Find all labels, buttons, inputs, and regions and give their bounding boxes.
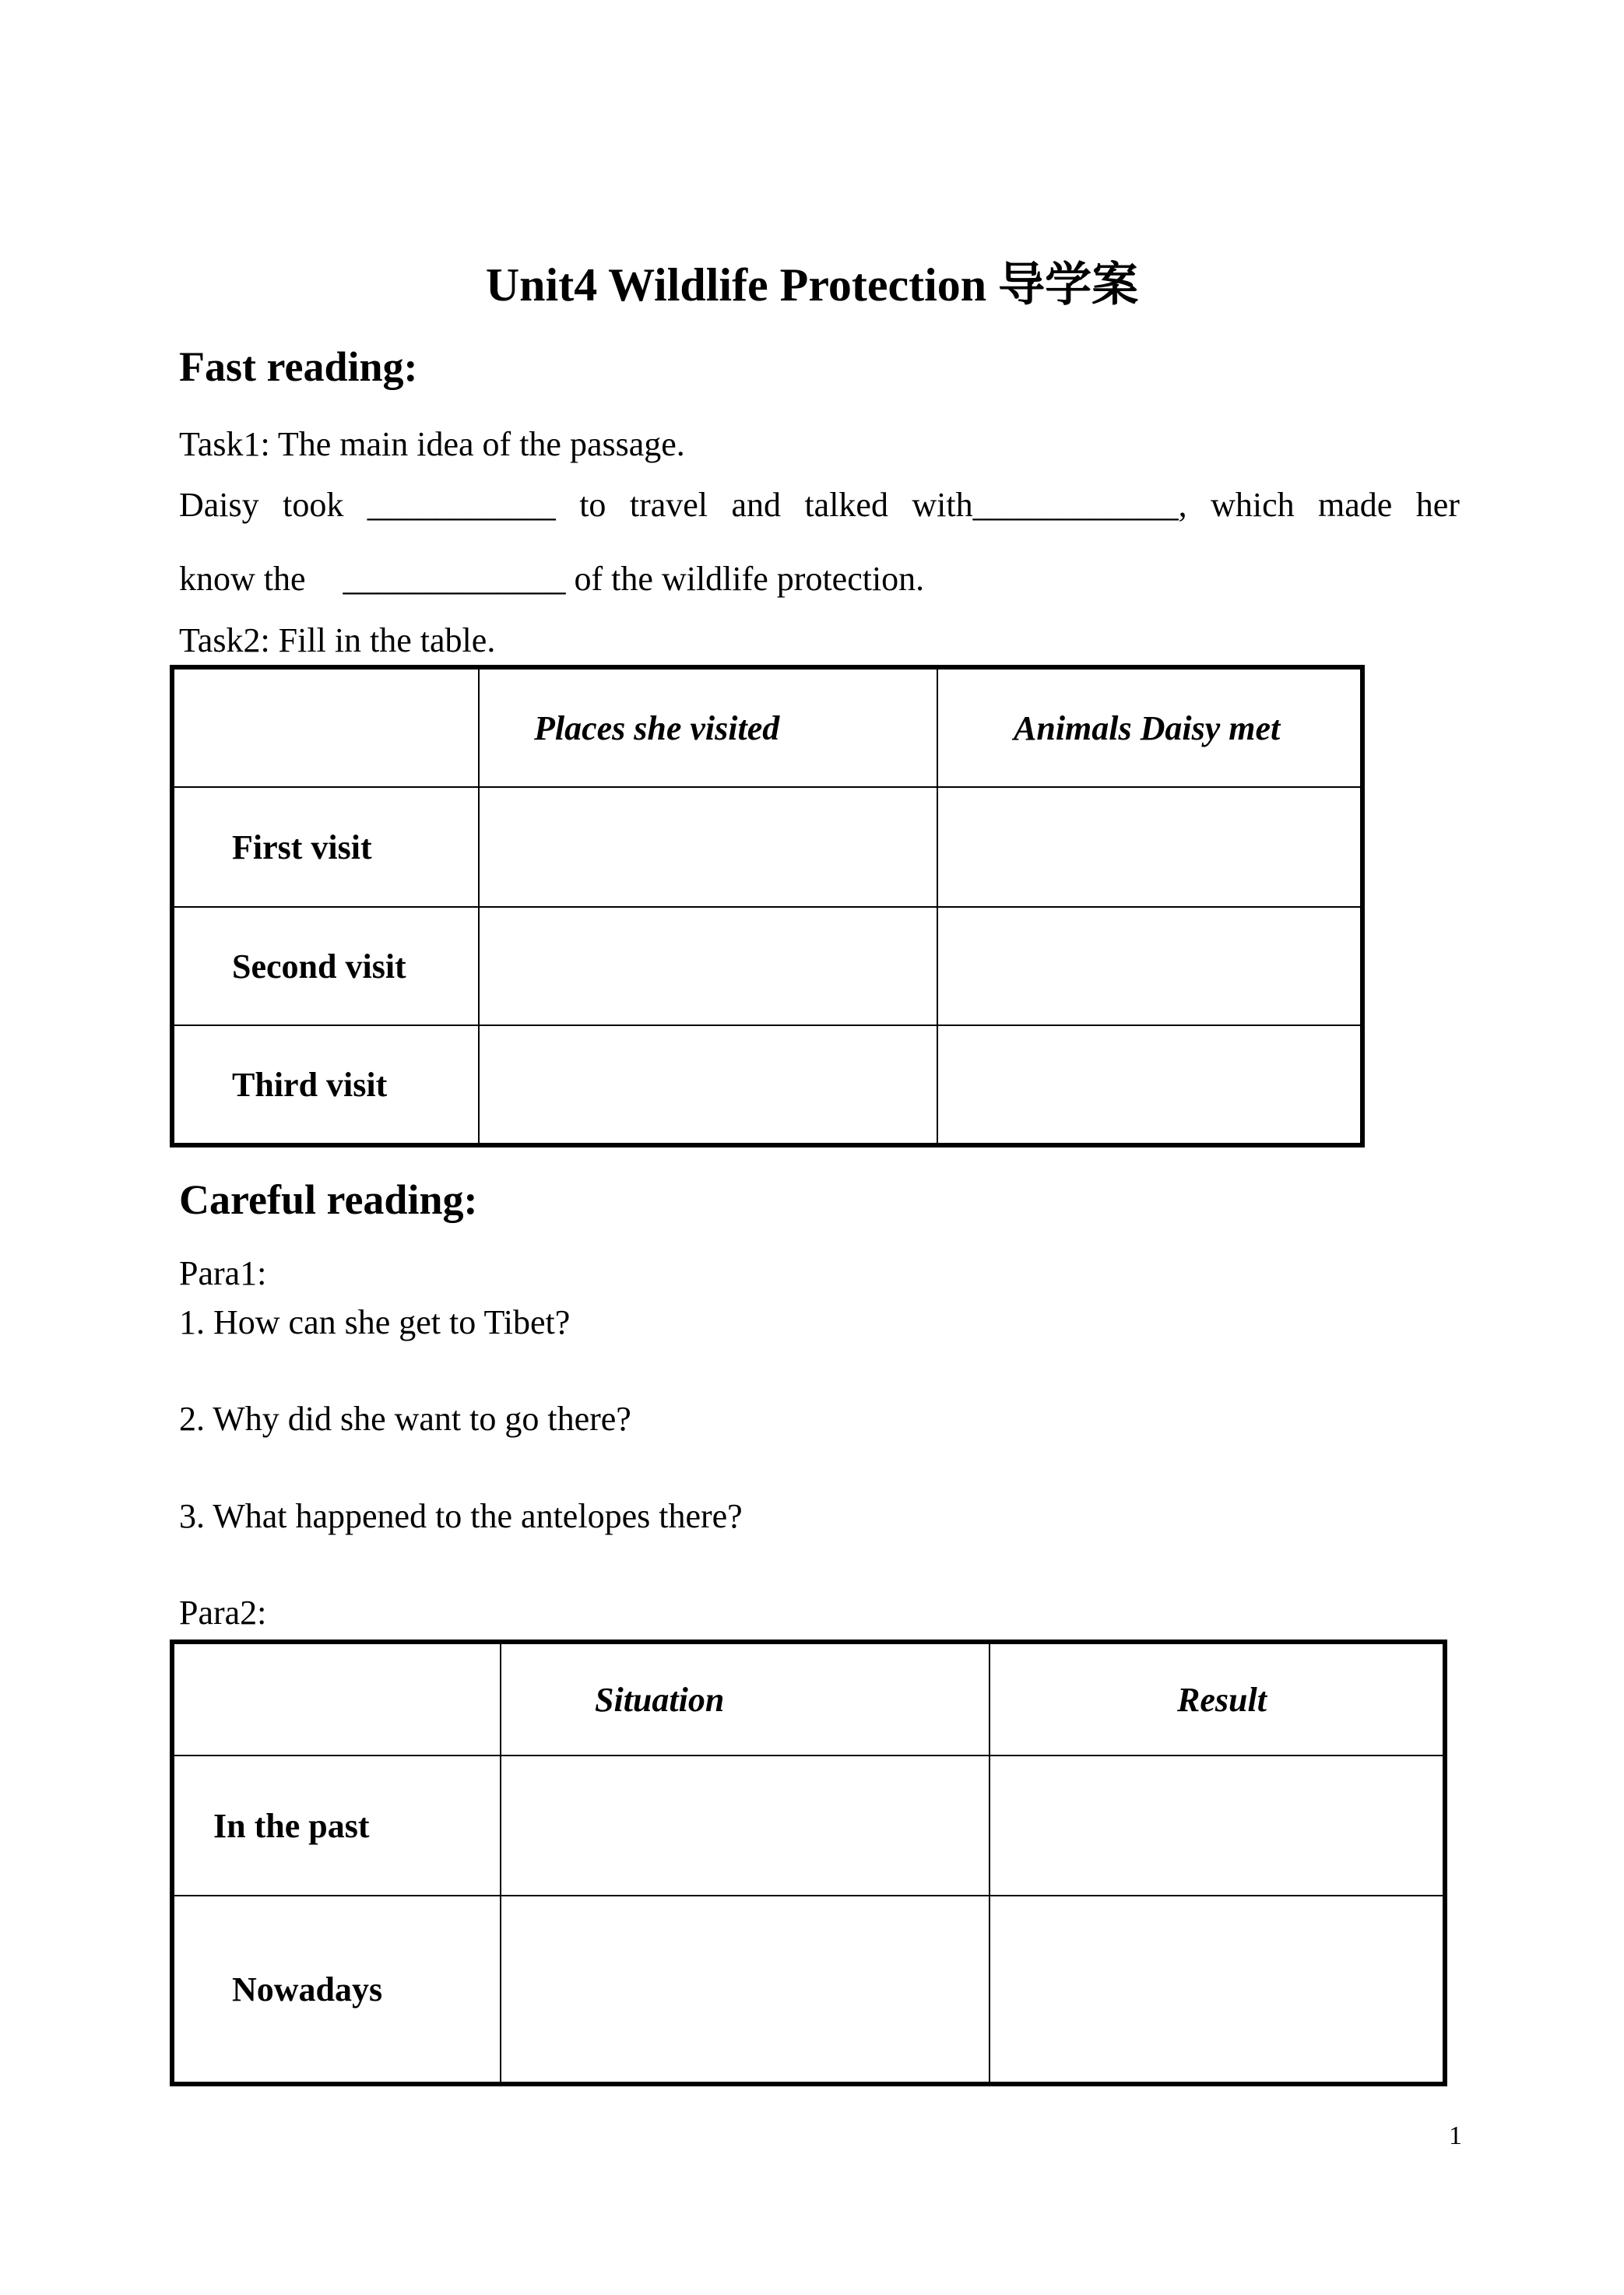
answer-cell[interactable]: [937, 907, 1362, 1025]
row-label-second-visit: Second visit: [172, 907, 479, 1025]
answer-cell[interactable]: [990, 1896, 1445, 2084]
sentence-word: travel: [629, 486, 708, 524]
fast-reading-heading: Fast reading:: [179, 343, 418, 390]
table-row: [172, 907, 1362, 1025]
table-row: [172, 1756, 1445, 1896]
table-corner-cell: [172, 667, 479, 787]
page-number: 1: [1449, 2121, 1462, 2150]
blank-transport[interactable]: ___________: [367, 486, 556, 524]
row-label-nowadays: Nowadays: [172, 1896, 501, 2084]
question-item: 1. How can she get to Tibet?: [179, 1303, 571, 1341]
para1-label: Para1:: [179, 1254, 267, 1292]
question-item: 3. What happened to the antelopes there?: [179, 1497, 743, 1535]
table-row: [172, 1025, 1362, 1145]
sentence-word: to: [579, 486, 606, 524]
answer-cell[interactable]: [937, 1025, 1362, 1145]
careful-reading-heading: Careful reading:: [179, 1176, 478, 1223]
blank-people[interactable]: with____________,: [912, 486, 1187, 524]
main-idea-sentence-line2: [179, 559, 924, 599]
page-title: Unit4 Wildlife Protection 导学案: [485, 259, 1139, 311]
sentence-text: know the: [179, 560, 306, 598]
answer-cell[interactable]: [990, 1756, 1445, 1896]
sentence-word: talked: [804, 486, 888, 524]
answer-cell[interactable]: [479, 1025, 937, 1145]
answer-cell[interactable]: [937, 787, 1362, 907]
sentence-word: made: [1318, 486, 1393, 524]
blank-importance[interactable]: _____________: [343, 560, 566, 598]
answer-cell[interactable]: [501, 1756, 990, 1896]
column-header-result: Result: [990, 1642, 1445, 1756]
answer-cell[interactable]: [479, 787, 937, 907]
task2-label: Task2: Fill in the table.: [179, 621, 496, 659]
row-label-in-the-past: In the past: [172, 1756, 501, 1896]
sentence-word: her: [1415, 486, 1460, 524]
column-header-places: Places she visited: [479, 667, 937, 787]
table-row: [172, 787, 1362, 907]
answer-cell[interactable]: [501, 1896, 990, 2084]
sentence-text: of the wildlife protection.: [574, 560, 925, 598]
table-header-row: [172, 1642, 1445, 1756]
task1-label: Task1: The main idea of the passage.: [179, 425, 685, 463]
table-corner-cell: [172, 1642, 501, 1756]
sentence-word: and: [731, 486, 782, 524]
column-header-situation: Situation: [501, 1642, 990, 1756]
row-label-third-visit: Third visit: [172, 1025, 479, 1145]
situation-table: [170, 1640, 1447, 2086]
row-label-first-visit: First visit: [172, 787, 479, 907]
sentence-word: Daisy: [179, 486, 259, 524]
answer-cell[interactable]: [479, 907, 937, 1025]
table-row: [172, 1896, 1445, 2084]
column-header-animals: Animals Daisy met: [937, 667, 1362, 787]
table-header-row: [172, 667, 1362, 787]
main-idea-sentence-line1: [179, 485, 1460, 525]
para2-label: Para2:: [179, 1594, 267, 1632]
question-item: 2. Why did she want to go there?: [179, 1400, 631, 1438]
visits-table: [170, 665, 1365, 1148]
sentence-word: took: [283, 486, 344, 524]
sentence-word: which: [1211, 486, 1295, 524]
